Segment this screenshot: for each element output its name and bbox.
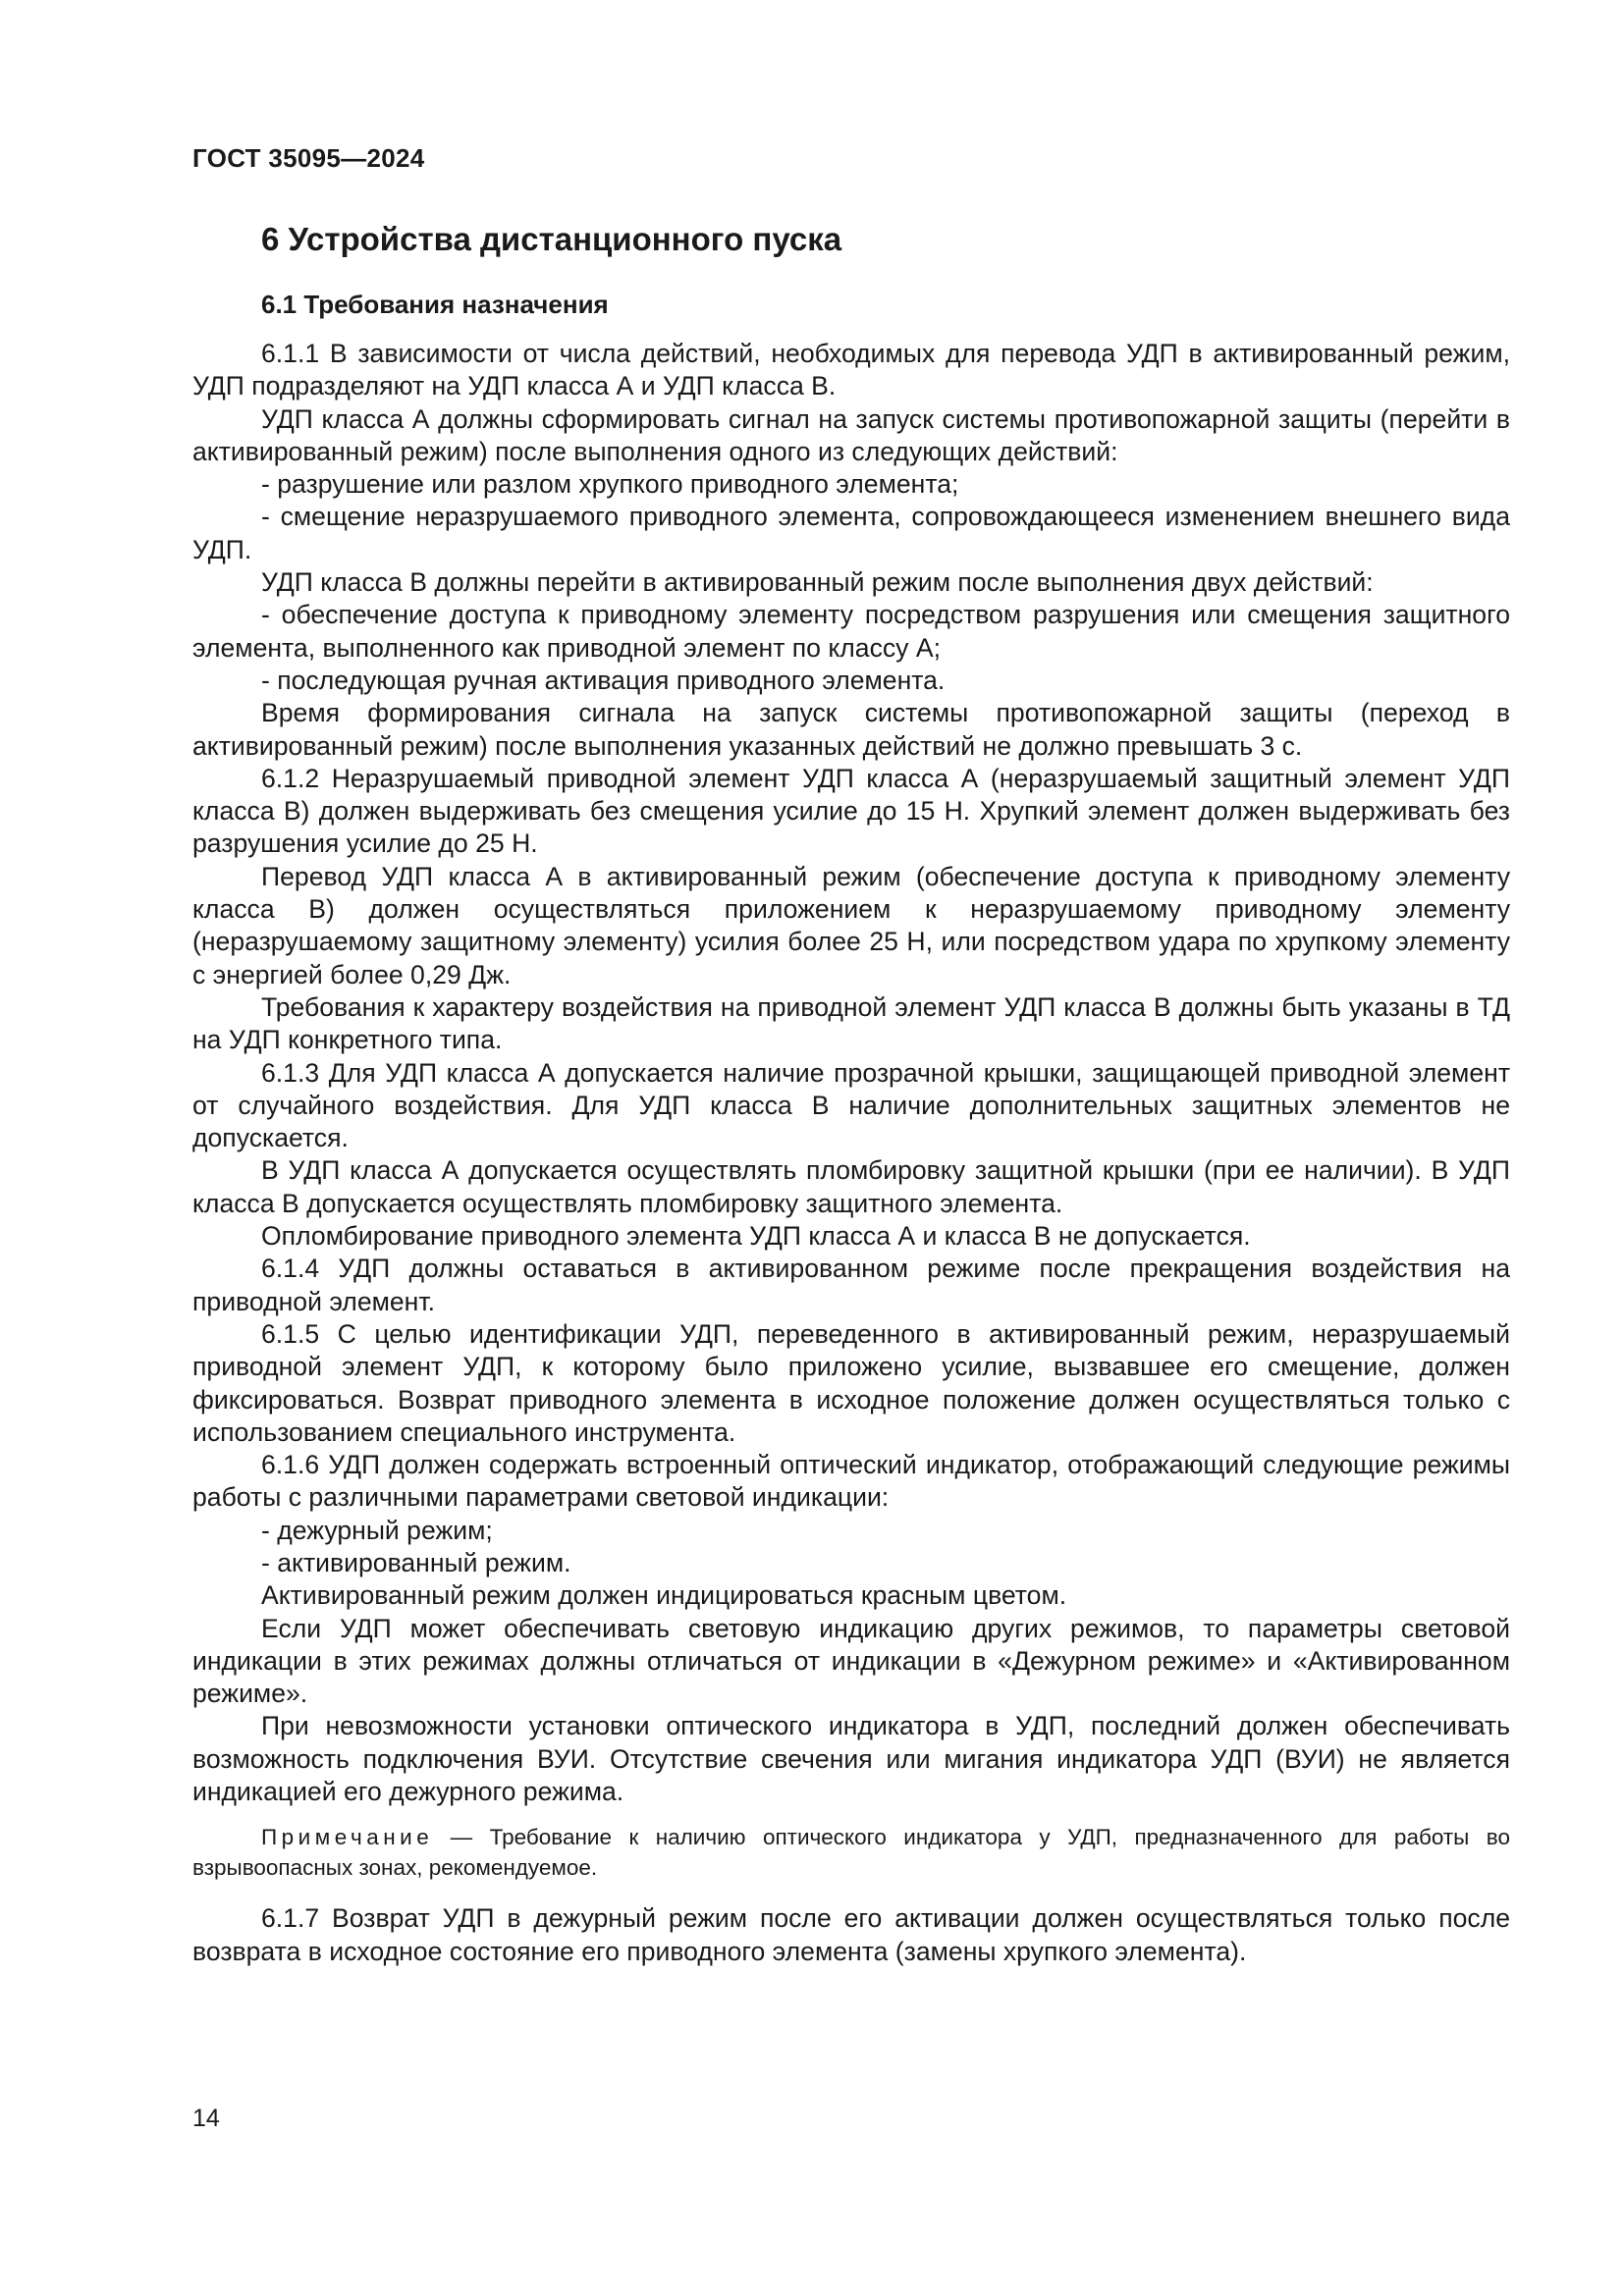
paragraph: УДП класса В должны перейти в активированный режим после выполнения двух действий:	[261, 567, 1374, 598]
page-number: 14	[192, 2105, 220, 2132]
list-item: - активированный режим.	[261, 1547, 571, 1577]
paragraph-6-1-7: 6.1.7 Возврат УДП в дежурный режим после его активации должен осуществляться только после возврата в исходное состояние его приводного элемента (замены хрупкого элемента).	[192, 1903, 1510, 1966]
paragraph: В УДП класса А допускается осуществлять пломбировку защитной крышки (при ее наличии). В УДП класса В допускается осуществлять пломбировку защитного элемента.	[192, 1155, 1510, 1218]
note-label: Примечание	[261, 1825, 434, 1850]
note	[192, 1822, 1510, 1883]
paragraph-6-1-4: 6.1.4 УДП должны оставаться в активированном режиме после прекращения воздействия на приводной элемент.	[192, 1254, 1510, 1316]
paragraph: Активированный режим должен индицироваться красным цветом.	[261, 1580, 1067, 1611]
paragraph-6-1-2: 6.1.2 Неразрушаемый приводной элемент УДП класса А (неразрушаемый защитный элемент УДП класса В) должен выдерживать без смещения усилие до 15 Н. Хрупкий элемент должен выдерживать без разрушения усилие до 25 Н.	[192, 763, 1510, 859]
list-item: - последующая ручная активация приводного элемента.	[261, 665, 946, 695]
paragraph: Время формирования сигнала на запуск системы противопожарной защиты (переход в активированный режим) после выполнения указанных действий не должно превышать 3 с.	[192, 698, 1510, 761]
paragraph: При невозможности установки оптического индикатора в УДП, последний должен обеспечивать возможность подключения ВУИ. Отсутствие свечения или мигания индикатора УДП (ВУИ) не является индикацией его дежурного режима.	[192, 1711, 1510, 1807]
paragraph-6-1-1: 6.1.1 В зависимости от числа действий, необходимых для перевода УДП в активированный режим, УДП подразделяют на УДП класса А и УДП класса В.	[192, 339, 1510, 401]
paragraph: Перевод УДП класса А в активированный режим (обеспечение доступа к приводному элементу класса В) должен осуществляться приложением к неразрушаемому приводному элементу (неразрушаемому защитному элементу) усилия более 25 Н, или посредством удара по хрупкому элементу с энергией более 0,29 Дж.	[192, 861, 1510, 989]
paragraph: Требования к характеру воздействия на приводной элемент УДП класса В должны быть указаны в ТД на УДП конкретного типа.	[192, 991, 1510, 1055]
section-title: 6 Устройства дистанционного пуска	[261, 221, 842, 257]
paragraph: Опломбирование приводного элемента УДП класса А и класса В не допускается.	[261, 1221, 1251, 1252]
standard-code: ГОСТ 35095—2024	[192, 143, 425, 173]
subsection-title: 6.1 Требования назначения	[261, 290, 609, 319]
note-text: — Требование к наличию оптического индикатора у УДП, предназначенного для работы во взрывоопасных зонах, рекомендуемое.	[192, 1825, 1510, 1881]
paragraph: УДП класса А должны сформировать сигнал на запуск системы противопожарной защиты (перейти в активированный режим) после выполнения одного из следующих действий:	[192, 403, 1510, 466]
paragraph-6-1-5: 6.1.5 С целью идентификации УДП, переведенного в активированный режим, неразрушаемый приводной элемент УДП, к которому было приложено усилие, вызвавшее его смещение, должен фиксироваться. Возврат приводного элемента в исходное положение должен осуществляться только с использованием специального инструмента.	[192, 1318, 1510, 1447]
list-item: - смещение неразрушаемого приводного элемента, сопровождающееся изменением внешнего вида УДП.	[192, 502, 1510, 564]
page-content	[192, 218, 1510, 1968]
list-item: - обеспечение доступа к приводному элементу посредством разрушения или смещения защитного элемента, выполненного как приводной элемент по классу А;	[192, 600, 1510, 663]
list-item: - разрушение или разлом хрупкого приводного элемента;	[261, 469, 959, 500]
list-item: - дежурный режим;	[261, 1515, 493, 1545]
paragraph: Если УДП может обеспечивать световую индикацию других режимов, то параметры световой индикации в этих режимах должны отличаться от индикации в «Дежурном режиме» и «Активированном режиме».	[192, 1613, 1510, 1709]
paragraph-6-1-3: 6.1.3 Для УДП класса А допускается наличие прозрачной крышки, защищающей приводной элемент от случайного воздействия. Для УДП класса В наличие дополнительных защитных элементов не допускается.	[192, 1057, 1510, 1153]
paragraph-6-1-6: 6.1.6 УДП должен содержать встроенный оптический индикатор, отображающий следующие режимы работы с различными параметрами световой индикации:	[192, 1450, 1510, 1513]
